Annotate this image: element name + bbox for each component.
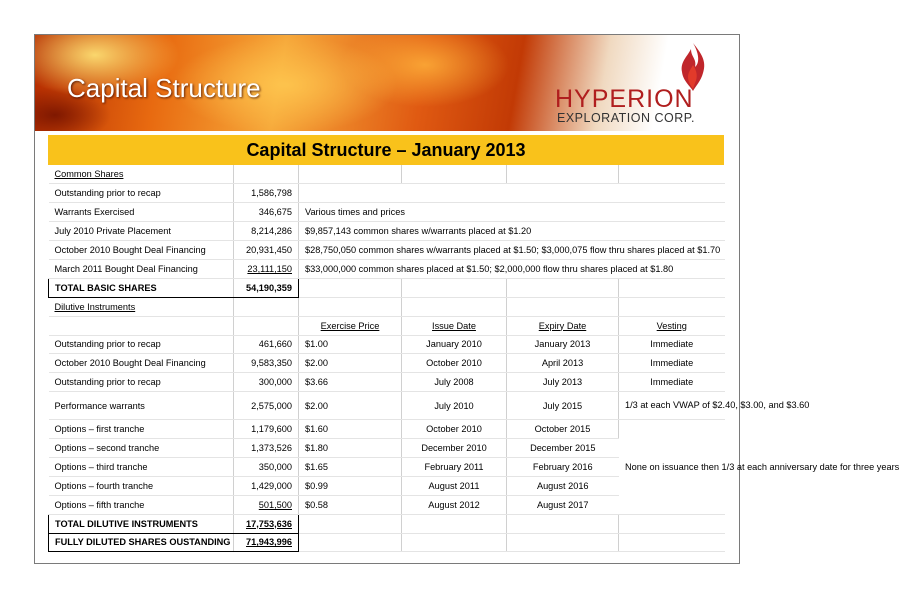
expiry-date: October 2015 [507,420,619,439]
table-row [49,203,725,222]
row-label: Outstanding prior to recap [49,335,234,354]
table-row [49,241,725,260]
total-value: 17,753,636 [234,514,299,533]
column-header: Issue Date [402,316,507,335]
row-label: Options – fourth tranche [49,476,234,495]
row-note [299,184,725,203]
row-value: 23,111,150 [234,259,299,278]
expiry-date: August 2016 [507,476,619,495]
header-banner [35,35,739,131]
row-value: 1,179,600 [234,420,299,439]
expiry-date: July 2015 [507,392,619,420]
page-title: Capital Structure [67,73,261,103]
row-label: October 2010 Bought Deal Financing [49,354,234,373]
vesting: Immediate [619,354,725,373]
table-title: Capital Structure – January 2013 [48,135,724,165]
column-header-row [49,316,725,335]
company-logo [555,41,739,129]
exercise-price: $0.58 [299,495,402,514]
row-value: 8,214,286 [234,222,299,241]
table-row [49,335,725,354]
total-value: 54,190,359 [234,278,299,297]
expiry-date: January 2013 [507,335,619,354]
row-label: Outstanding prior to recap [49,184,234,203]
exercise-price: $1.60 [299,420,402,439]
row-note: Various times and prices [299,203,725,222]
expiry-date: August 2017 [507,495,619,514]
vesting: 1/3 at each VWAP of $2.40, $3.00, and $3.60 [619,392,725,420]
total-row [49,514,725,533]
row-note: $9,857,143 common shares w/warrants placed at $1.20 [299,222,725,241]
row-value: 1,586,798 [234,184,299,203]
section-row [49,297,725,316]
exercise-price: $1.80 [299,439,402,458]
row-label: Options – fifth tranche [49,495,234,514]
row-value: 2,575,000 [234,392,299,420]
row-label: Options – third tranche [49,457,234,476]
row-value: 1,373,526 [234,439,299,458]
issue-date: August 2011 [402,476,507,495]
table-row [49,222,725,241]
issue-date: October 2010 [402,420,507,439]
exercise-price: $2.00 [299,392,402,420]
row-value: 20,931,450 [234,241,299,260]
row-note: $33,000,000 common shares placed at $1.50; $2,000,000 flow thru shares placed at $1.80 [299,259,725,278]
options-vesting: None on issuance then 1/3 at each anniversary date for three years [619,420,725,514]
row-label: Performance warrants [49,392,234,420]
column-header: Vesting [619,316,725,335]
vesting: Immediate [619,335,725,354]
section-row [49,165,725,184]
capital-structure-table [48,165,899,552]
table-row [49,259,725,278]
section-label: Dilutive Instruments [49,297,234,316]
issue-date: August 2012 [402,495,507,514]
row-label: Options – second tranche [49,439,234,458]
total-label: TOTAL DILUTIVE INSTRUMENTS [49,514,234,533]
row-label: March 2011 Bought Deal Financing [49,259,234,278]
logo-subtitle: EXPLORATION CORP. [557,111,695,125]
table-row [49,420,725,439]
grand-total-row [49,533,725,552]
expiry-date: December 2015 [507,439,619,458]
issue-date: January 2010 [402,335,507,354]
slide [34,34,899,564]
row-value: 350,000 [234,457,299,476]
row-label: July 2010 Private Placement [49,222,234,241]
exercise-price: $2.00 [299,354,402,373]
issue-date: July 2008 [402,373,507,392]
section-label: Common Shares [49,165,234,184]
row-value: 9,583,350 [234,354,299,373]
exercise-price: $3.66 [299,373,402,392]
issue-date: December 2010 [402,439,507,458]
issue-date: July 2010 [402,392,507,420]
row-label: Options – first tranche [49,420,234,439]
row-label: October 2010 Bought Deal Financing [49,241,234,260]
row-value: 461,660 [234,335,299,354]
table-row [49,392,725,420]
total-label: TOTAL BASIC SHARES [49,278,234,297]
total-row [49,278,725,297]
row-label: Warrants Exercised [49,203,234,222]
exercise-price: $1.65 [299,457,402,476]
exercise-price: $1.00 [299,335,402,354]
grand-total-label: FULLY DILUTED SHARES OUSTANDING [49,533,234,552]
issue-date: February 2011 [402,457,507,476]
grand-total-value: 71,943,996 [234,533,299,552]
table-row [49,373,725,392]
expiry-date: July 2013 [507,373,619,392]
table-row [49,354,725,373]
issue-date: October 2010 [402,354,507,373]
row-value: 1,429,000 [234,476,299,495]
row-value: 346,675 [234,203,299,222]
expiry-date: April 2013 [507,354,619,373]
row-value: 501,500 [234,495,299,514]
row-label: Outstanding prior to recap [49,373,234,392]
column-header: Exercise Price [299,316,402,335]
table-row [49,184,725,203]
row-value: 300,000 [234,373,299,392]
logo-name: HYPERION [555,85,694,113]
expiry-date: February 2016 [507,457,619,476]
column-header: Expiry Date [507,316,619,335]
row-note: $28,750,050 common shares w/warrants placed at $1.50; $3,000,075 flow thru shares placed at $1.70 [299,241,725,260]
vesting: Immediate [619,373,725,392]
exercise-price: $0.99 [299,476,402,495]
